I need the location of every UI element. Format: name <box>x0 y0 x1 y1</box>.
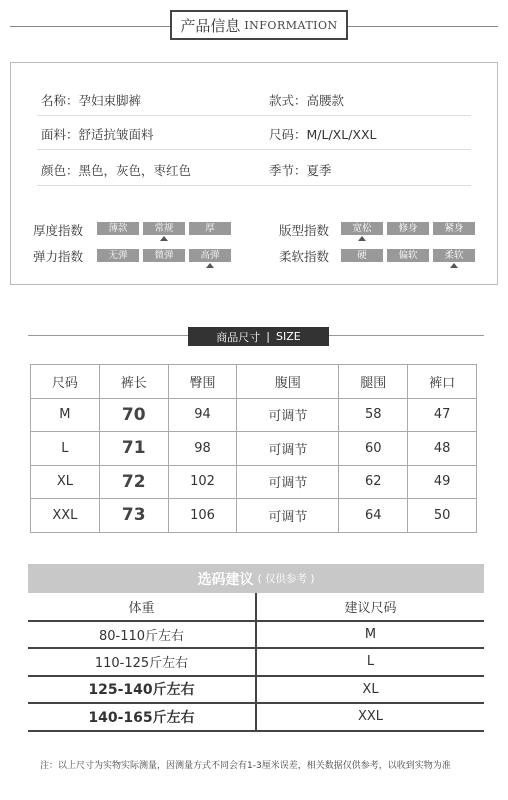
header-line-left <box>10 26 170 27</box>
index-option: 薄款 <box>97 222 139 235</box>
size-table <box>30 364 477 533</box>
fit-index-options <box>341 222 475 235</box>
fit-index-label: 版型指数 <box>279 223 330 238</box>
index-option-selected: 柔软 <box>433 249 475 262</box>
info-season: 季节：夏季 <box>269 163 332 178</box>
table-cell: 可调节 <box>237 499 339 533</box>
table-header: 臀围 <box>168 365 237 399</box>
table-cell: 62 <box>339 465 408 499</box>
selected-marker-icon <box>206 263 214 268</box>
table-header: 裤口 <box>408 365 477 399</box>
elasticity-index-label: 弹力指数 <box>33 249 84 264</box>
index-option: 硬 <box>341 249 383 262</box>
table-cell: XXL <box>357 709 384 725</box>
header-title-cn: 产品信息 <box>180 16 241 35</box>
selected-marker-icon <box>450 263 458 268</box>
table-cell: L <box>31 432 100 466</box>
table-cell: 106 <box>168 499 237 533</box>
table-row <box>31 499 477 533</box>
softness-index-options <box>341 249 475 262</box>
table-row <box>28 648 484 676</box>
product-info-panel <box>10 62 498 285</box>
softness-index-label: 柔软指数 <box>279 249 330 264</box>
index-option: 微弹 <box>143 249 185 262</box>
table-header: 尺码 <box>31 365 100 399</box>
info-style: 款式：高腰款 <box>269 93 345 108</box>
index-option: 厚 <box>189 222 231 235</box>
table-row <box>31 465 477 499</box>
table-cell: M <box>31 398 100 432</box>
size-title-cn: 商品尺寸 <box>216 330 261 344</box>
index-option: 偏软 <box>387 249 429 262</box>
table-header-row <box>31 365 477 399</box>
header-line-right <box>348 26 498 27</box>
elasticity-index-options <box>97 249 231 262</box>
table-cell: 98 <box>168 432 237 466</box>
divider <box>37 149 471 150</box>
thickness-index-options <box>97 222 231 235</box>
recommendation-title: 选码建议 <box>197 571 254 588</box>
size-section-title <box>188 327 329 346</box>
divider <box>37 115 471 116</box>
table-cell: 73 <box>99 499 168 533</box>
table-cell: 48 <box>408 432 477 466</box>
table-cell: 125-140斤左右 <box>28 676 256 704</box>
table-cell: 80-110斤左右 <box>28 621 256 649</box>
table-header: 裤长 <box>99 365 168 399</box>
index-option: 紧身 <box>433 222 475 235</box>
table-cell: 140-165斤左右 <box>28 703 256 731</box>
table-header: 建议尺码 <box>344 600 397 616</box>
table-cell: 110-125斤左右 <box>28 648 256 676</box>
selected-marker-icon <box>358 236 366 241</box>
recommendation-subtitle: ( 仅供参考 ) <box>257 573 315 585</box>
table-cell: 47 <box>408 398 477 432</box>
table-cell: 94 <box>168 398 237 432</box>
table-row <box>28 676 484 704</box>
size-recommendation-header <box>28 564 484 593</box>
table-cell: 71 <box>99 432 168 466</box>
table-cell: 可调节 <box>237 398 339 432</box>
table-row <box>31 432 477 466</box>
divider <box>37 185 471 186</box>
size-line-right <box>329 335 484 336</box>
table-cell: XL <box>362 681 379 697</box>
info-color: 颜色：黑色，灰色，枣红色 <box>41 163 192 178</box>
size-title-sep: | <box>266 330 270 343</box>
table-cell: 58 <box>339 398 408 432</box>
header-title-box <box>170 10 348 40</box>
size-line-left <box>28 335 188 336</box>
table-cell: L <box>366 654 375 670</box>
table-row <box>31 398 477 432</box>
header-title-en: INFORMATION <box>244 18 338 32</box>
index-option-selected: 高弹 <box>189 249 231 262</box>
footnote: 注：以上尺寸为实物实际测量，因测量方式不同会有1-3厘米误差，相关数据仅供参考，以收到实物为准 <box>40 761 451 771</box>
index-option-selected: 宽松 <box>341 222 383 235</box>
table-cell: 70 <box>99 398 168 432</box>
table-cell: 可调节 <box>237 432 339 466</box>
table-cell: 50 <box>408 499 477 533</box>
table-cell: XXL <box>31 499 100 533</box>
table-cell: 72 <box>99 465 168 499</box>
table-cell: 可调节 <box>237 465 339 499</box>
info-name: 名称：孕妇束脚裤 <box>41 93 142 108</box>
size-title-en: SIZE <box>276 330 301 343</box>
table-header: 腿围 <box>339 365 408 399</box>
index-option: 无弹 <box>97 249 139 262</box>
table-cell: 60 <box>339 432 408 466</box>
table-header: 体重 <box>28 593 256 621</box>
table-cell: XL <box>31 465 100 499</box>
table-row <box>28 703 484 731</box>
index-option-selected: 常规 <box>143 222 185 235</box>
selected-marker-icon <box>160 236 168 241</box>
thickness-index-label: 厚度指数 <box>33 223 84 238</box>
table-header-row <box>28 593 484 621</box>
table-cell: 49 <box>408 465 477 499</box>
table-cell: 102 <box>168 465 237 499</box>
index-option: 修身 <box>387 222 429 235</box>
table-cell: 64 <box>339 499 408 533</box>
info-size: 尺码：M/L/XL/XXL <box>269 127 377 142</box>
size-recommendation-table <box>28 593 484 732</box>
table-row <box>28 621 484 649</box>
info-fabric: 面料：舒适抗皱面料 <box>41 127 154 142</box>
table-header: 腹围 <box>237 365 339 399</box>
table-cell: M <box>364 626 377 642</box>
